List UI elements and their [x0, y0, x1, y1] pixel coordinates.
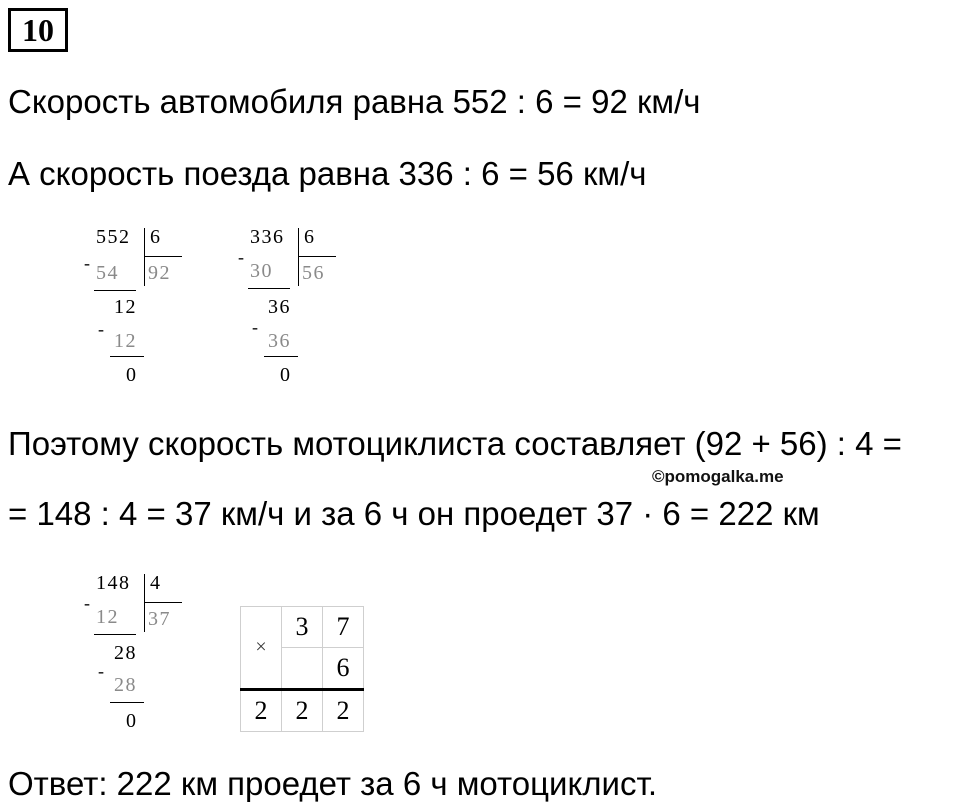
multiply-sign: ×: [241, 607, 282, 690]
subtrahend-2: 36: [268, 330, 291, 352]
minus-sign: -: [252, 317, 260, 337]
minus-sign: -: [98, 319, 106, 339]
factor-digit: 7: [323, 607, 364, 648]
minus-sign: -: [84, 253, 92, 273]
quotient-line: [144, 256, 182, 257]
multiplication-grid: [240, 606, 364, 732]
answer-line: Ответ: 222 км проедет за 6 ч мотоциклист.: [8, 765, 658, 802]
dividend: 552: [96, 226, 131, 248]
minus-sign: -: [238, 247, 246, 267]
distance-line: = 148 : 4 = 37 км/ч и за 6 ч он проедет 37 · 6 = 222 км: [8, 495, 820, 532]
minus-sign: -: [98, 661, 106, 681]
dividend: 148: [96, 572, 131, 594]
minus-sign: -: [84, 593, 92, 613]
factor-digit: 3: [282, 607, 323, 648]
empty-cell: [282, 648, 323, 690]
divisor: 4: [150, 572, 162, 594]
remainder-1: 12: [114, 296, 137, 318]
division-bar: [144, 228, 145, 286]
subtrahend-1: 12: [96, 606, 119, 628]
divisor: 6: [150, 226, 162, 248]
dividend: 336: [250, 226, 285, 248]
problem-number: 10: [8, 8, 68, 52]
result-digit: 2: [282, 690, 323, 732]
factor-digit: 6: [323, 648, 364, 690]
watermark: ©pomogalka.me: [652, 467, 784, 486]
remainder-final: 0: [126, 710, 138, 732]
subtrahend-2: 12: [114, 330, 137, 352]
underline-1: [94, 290, 136, 291]
subtrahend-1: 54: [96, 262, 119, 284]
subtrahend-2: 28: [114, 674, 137, 696]
remainder-1: 28: [114, 642, 137, 664]
subtrahend-1: 30: [250, 260, 273, 282]
quotient: 92: [148, 262, 171, 284]
underline-2: [110, 356, 144, 357]
result-digit: 2: [241, 690, 282, 732]
result-digit: 2: [323, 690, 364, 732]
quotient-line: [144, 602, 182, 603]
car-speed-line: Скорость автомобиля равна 552 : 6 = 92 км/ч: [8, 83, 701, 120]
remainder-final: 0: [280, 364, 292, 386]
train-speed-line: А скорость поезда равна 336 : 6 = 56 км/ч: [8, 155, 647, 192]
underline-1: [94, 634, 136, 635]
underline-2: [264, 356, 298, 357]
underline-1: [248, 288, 290, 289]
divisor: 6: [304, 226, 316, 248]
remainder-1: 36: [268, 296, 291, 318]
quotient: 56: [302, 262, 325, 284]
division-bar: [144, 574, 145, 632]
quotient: 37: [148, 608, 171, 630]
motorcyclist-speed-line: Поэтому скорость мотоциклиста составляет (92 + 56) : 4 =: [8, 425, 902, 462]
division-bar: [298, 228, 299, 286]
remainder-final: 0: [126, 364, 138, 386]
underline-2: [110, 702, 144, 703]
quotient-line: [298, 256, 336, 257]
